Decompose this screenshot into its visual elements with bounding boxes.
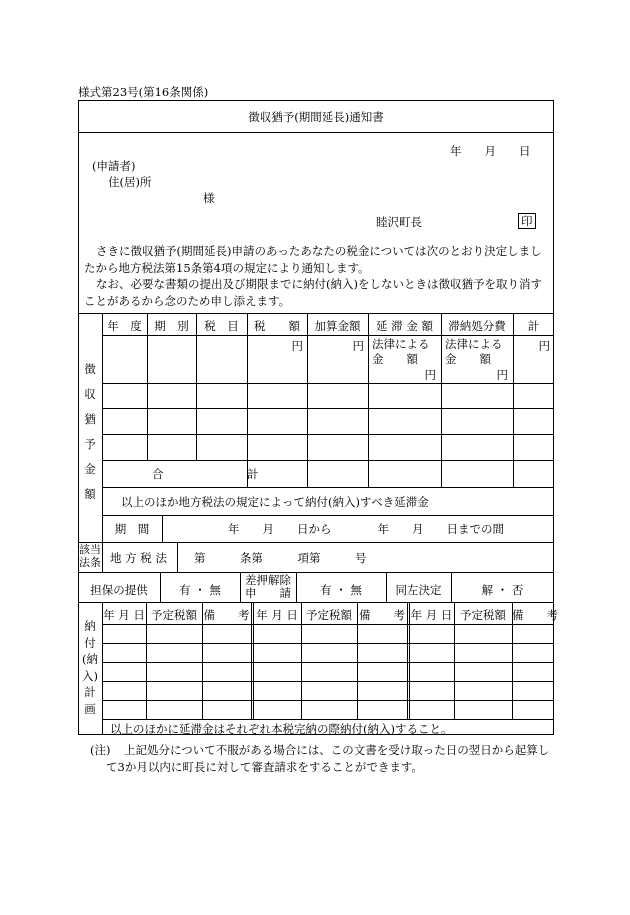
header-term: 期 別	[154, 319, 189, 333]
grid-line	[454, 602, 455, 719]
grid-line	[407, 602, 408, 719]
remark-label: (注)	[90, 743, 111, 757]
header-disposal-cost: 滞納処分費	[448, 319, 506, 333]
delinquency-note: 以上のほか地方税法の規定によって納付(納入)すべき延滞金	[121, 495, 429, 509]
addressee-suffix: 様	[203, 191, 215, 205]
divider	[78, 572, 554, 573]
address-label: 住(居)所	[108, 175, 152, 189]
issuer-name: 睦沢町長	[376, 215, 422, 229]
grid-line	[253, 602, 254, 719]
header-delinquency: 延 滞 金 額	[376, 319, 433, 333]
divider	[78, 542, 554, 543]
grid-line	[102, 487, 554, 488]
grid-line	[102, 408, 554, 409]
grid-line	[301, 602, 302, 719]
plan-col-amount: 予定税額	[151, 608, 197, 622]
divider	[78, 313, 554, 314]
total-label: 計	[247, 467, 259, 481]
legal-amount-label: 法律による 金 額	[445, 337, 503, 366]
grid-line	[147, 313, 148, 460]
grid-line	[102, 460, 554, 461]
yen-unit: 円	[352, 339, 364, 353]
body-paragraph-1: さきに徴収猶予(期間延長)申請のあったあなたの税金については次のとおり決定しましたから地方税法第15条第4項の規定により通知します。	[84, 244, 542, 275]
grid-line	[102, 313, 103, 542]
plan-footer-note: 以上のほかに延滞金はそれぞれ本税完納の際納付(納入)すること。	[110, 722, 453, 736]
grid-line	[102, 624, 554, 625]
total-label: 合	[152, 467, 164, 481]
law-label: 該当 法条	[79, 543, 101, 569]
remark-text: 上記処分について不服がある場合には、この文書を受け取った日の翌日から起算して3か月以内に町長に対して審査請求をすることができます。	[106, 743, 550, 774]
divider	[78, 602, 554, 603]
plan-col-date: 年 月 日	[256, 608, 298, 622]
grid-line	[202, 602, 203, 719]
grid-line	[196, 313, 197, 460]
yen-unit: 円	[538, 339, 550, 353]
plan-col-date: 年 月 日	[410, 608, 453, 622]
plan-col-amount: 予定税額	[306, 608, 352, 622]
plan-col-note: 備 考	[203, 608, 250, 622]
seizure-release-label: 差押解除 申 請	[245, 573, 291, 600]
grid-line	[512, 602, 513, 719]
grid-line	[368, 313, 369, 487]
period-text: 年 月 日から 年 月 日までの間	[228, 522, 504, 536]
law-name: 地 方 税 法	[110, 551, 167, 565]
decision-value: 解 ・ 否	[481, 583, 524, 597]
grid-line	[102, 335, 554, 336]
security-value: 有 ・ 無	[179, 583, 221, 597]
grid-line	[102, 681, 554, 682]
form-frame	[78, 100, 558, 735]
applicant-label: (申請者)	[92, 159, 136, 173]
yen-unit: 円	[496, 368, 508, 382]
form-number: 様式第23号(第16条関係)	[78, 85, 209, 99]
body-paragraph-2: なお、必要な書類の提出及び期限までに納付(納入)をしないときは徴収猶予を取り消すことがあるから念のため申し添えます。	[84, 277, 542, 308]
plan-col-note: 備 考	[512, 608, 558, 622]
grid-line	[251, 602, 252, 719]
grid-line	[102, 383, 554, 384]
document-title: 徴収猶予(期間延長)通知書	[248, 110, 384, 124]
header-tax-amount: 税 額	[254, 319, 300, 333]
grid-line	[102, 515, 554, 516]
yen-unit: 円	[424, 368, 436, 382]
legal-amount-label: 法律による 金 額	[372, 337, 430, 366]
grid-line	[102, 542, 103, 572]
header-tax-item: 税 目	[204, 319, 239, 333]
yen-unit: 円	[291, 339, 303, 353]
header-total: 計	[527, 319, 540, 333]
grid-line	[357, 602, 358, 719]
side-label-payment-plan: 納 付 (納 入) 計 画	[82, 619, 98, 716]
grid-line	[441, 313, 442, 487]
law-article-text: 第 条第 項第 号	[194, 551, 367, 565]
plan-col-date: 年 月 日	[103, 608, 145, 622]
grid-line	[162, 515, 163, 542]
grid-line	[177, 542, 178, 572]
grid-line	[102, 700, 554, 701]
seal-mark: 印	[518, 213, 536, 229]
grid-line	[146, 602, 147, 719]
date-line: 年 月 日	[450, 144, 531, 158]
grid-line	[102, 662, 554, 663]
grid-line	[102, 643, 554, 644]
plan-col-note: 備 考	[359, 608, 405, 622]
decision-label: 同左決定	[395, 583, 442, 597]
divider	[78, 132, 554, 133]
grid-line	[409, 602, 410, 719]
side-label-collection-amount: 徴 収 猶 予 金 額	[84, 362, 96, 501]
security-label: 担保の提供	[90, 583, 148, 597]
header-year: 年 度	[107, 319, 142, 333]
seizure-release-value: 有 ・ 無	[320, 583, 362, 597]
period-label: 期 間	[114, 522, 150, 536]
grid-line	[102, 719, 554, 720]
grid-line	[102, 434, 554, 435]
plan-col-amount: 予定税額	[460, 608, 506, 622]
header-additional: 加算金額	[314, 319, 361, 333]
